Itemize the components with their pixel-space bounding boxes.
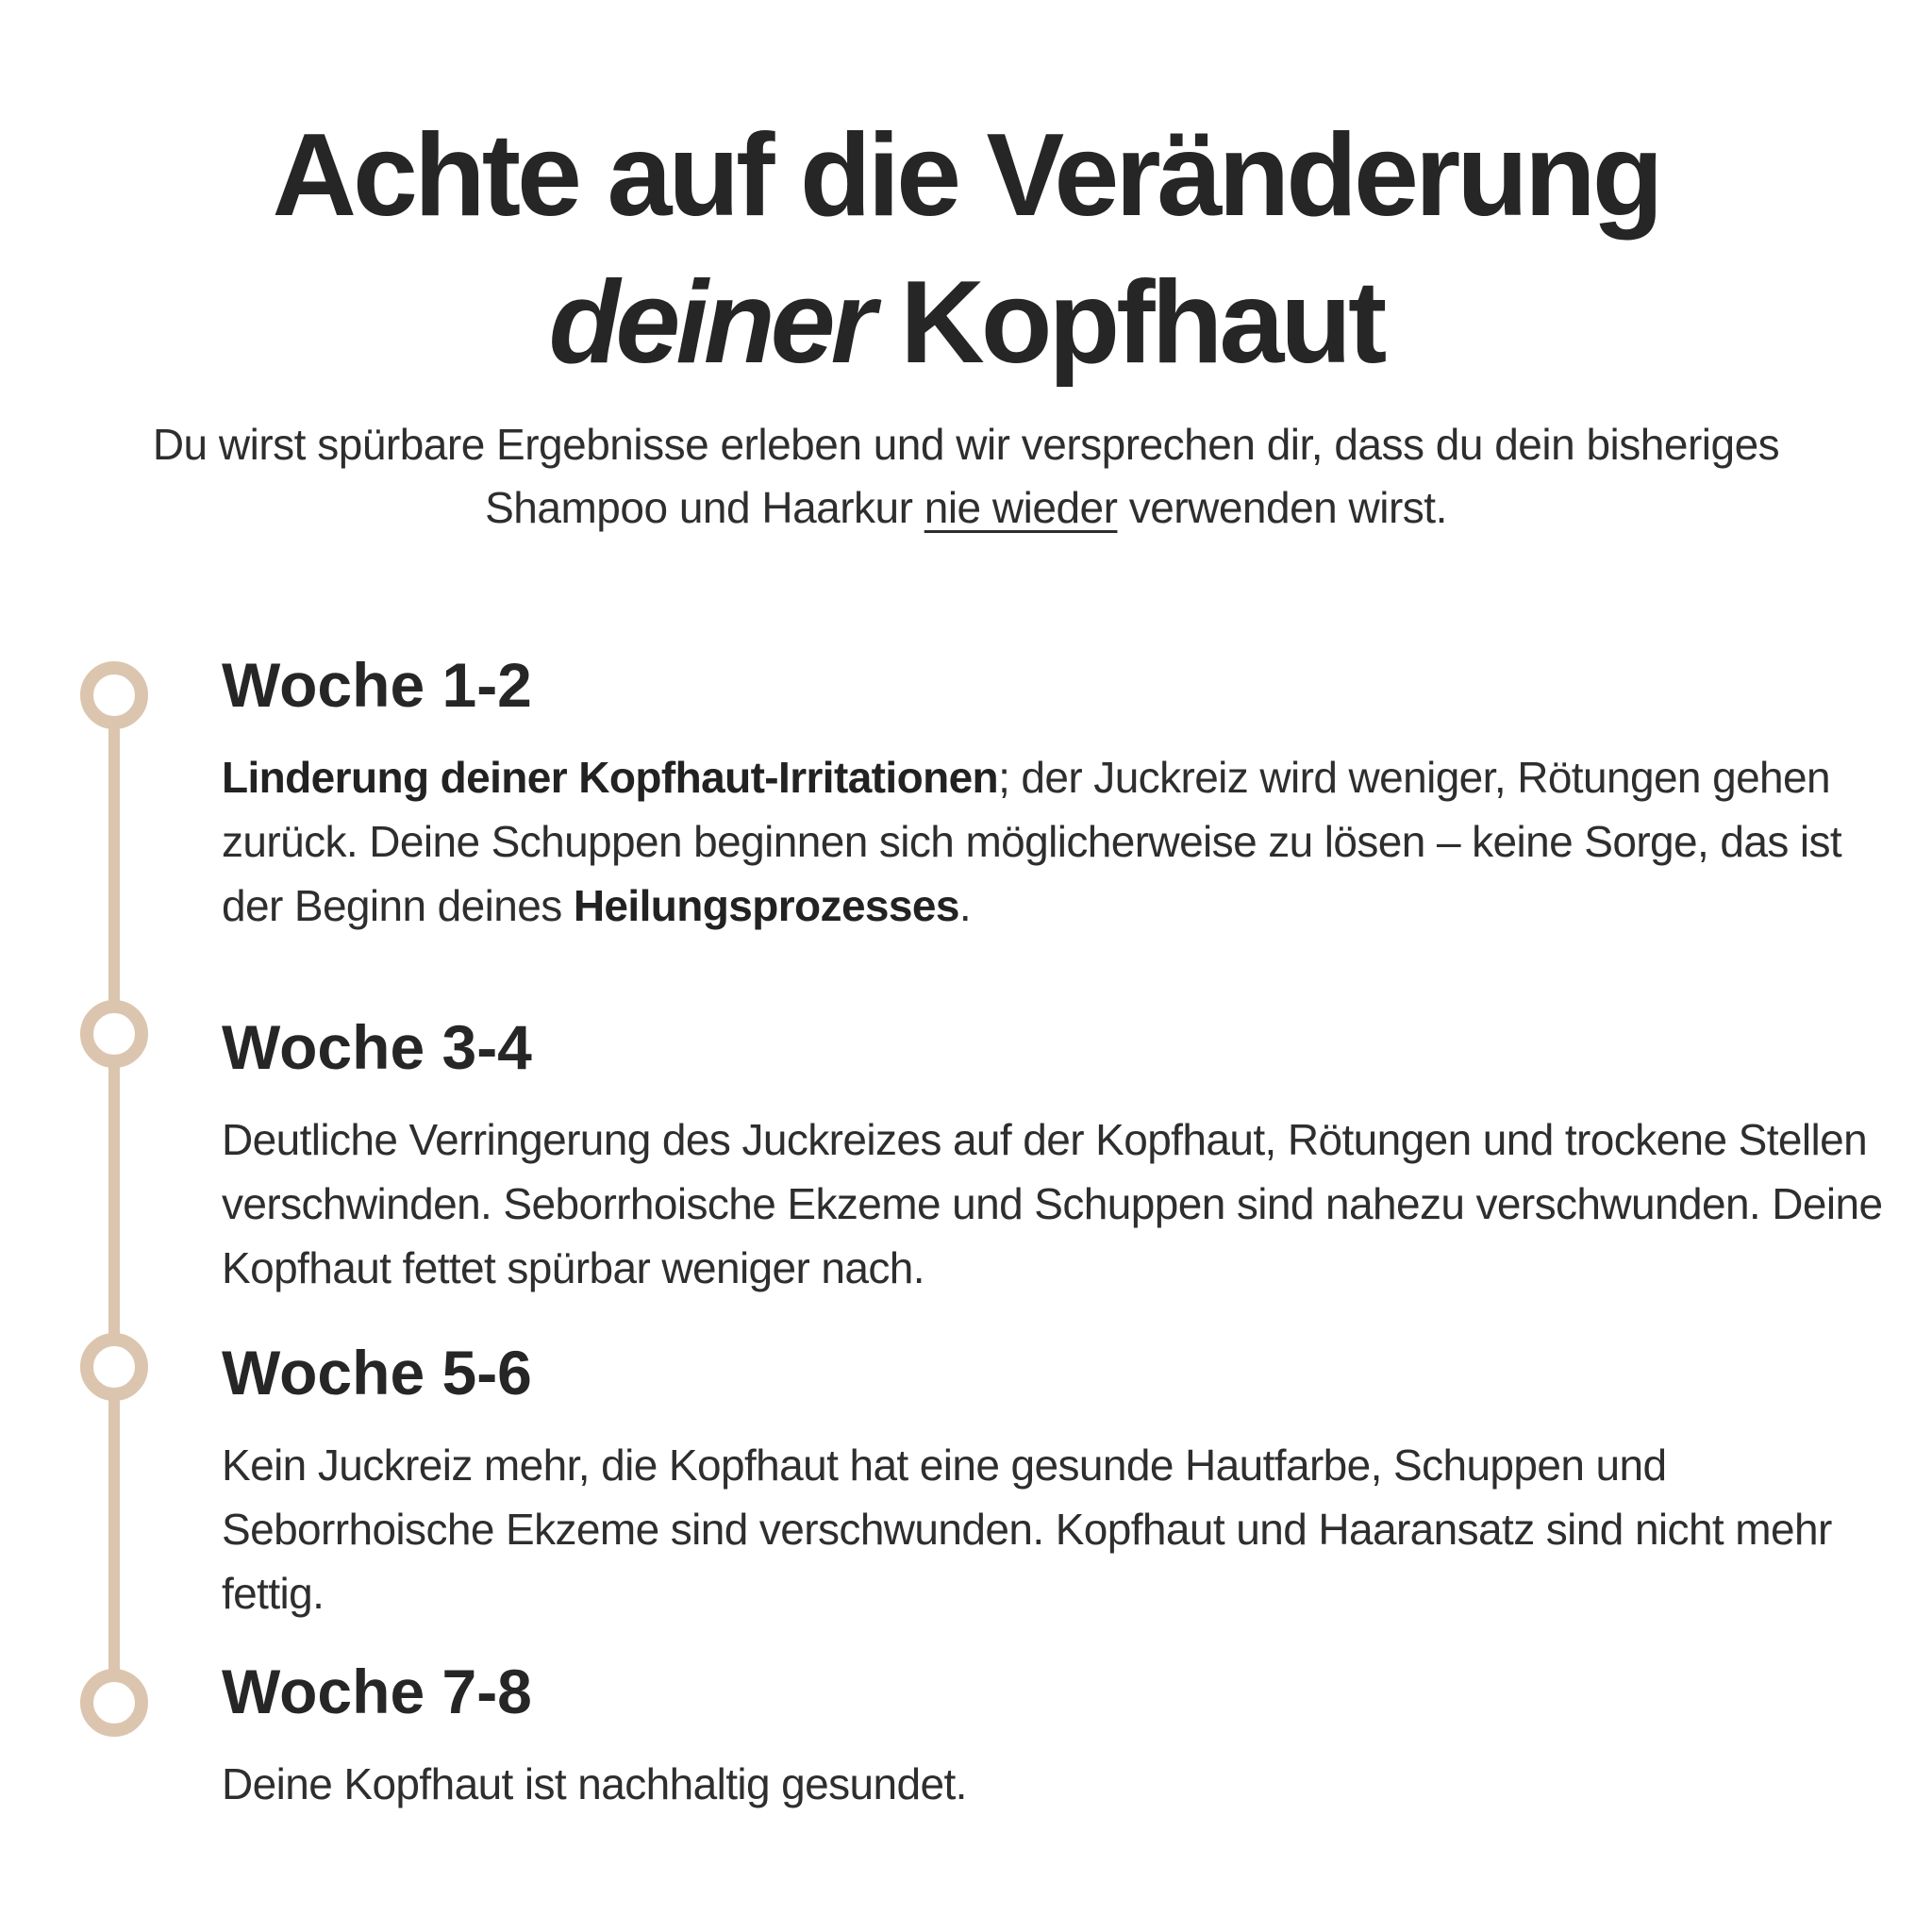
step-title: Woche 7-8	[222, 1657, 532, 1726]
step-highlight: Heilungsprozesses	[573, 881, 959, 930]
subtitle-text-before: Du wirst spürbare Ergebnisse erleben und wir versprechen dir, dass du dein bisheriges Shampoo und Haarkur	[152, 420, 1780, 532]
step-title: Woche 3-4	[222, 1012, 532, 1082]
step-highlight: Linderung deiner Kopfhaut-Irritationen	[222, 753, 999, 802]
step-title: Woche 5-6	[222, 1338, 532, 1407]
step-title: Woche 1-2	[222, 650, 532, 720]
step-text: ; der Juckreiz wird weniger, Rötungen gehen zurück. Deine Schuppen beginnen sich möglicherweise zu lösen – keine Sorge, das ist der Beginn deines	[222, 753, 1842, 930]
timeline-step-1	[222, 647, 1910, 938]
step-description: Kein Juckreiz mehr, die Kopfhaut hat eine gesunde Hautfarbe, Schuppen und Seborrhoische Ekzeme sind verschwunden. Kopfhaut und Haaransatz sind nicht mehr fettig.	[222, 1441, 1832, 1618]
timeline-dot-4	[80, 1669, 148, 1737]
page-subtitle	[94, 413, 1838, 540]
timeline-step-3	[222, 1335, 1910, 1625]
step-description: Deutliche Verringerung des Juckreizes auf der Kopfhaut, Rötungen und trockene Stellen verschwinden. Seborrhoische Ekzeme und Schuppen sind nahezu verschwunden. Deine Kopfhaut fettet spürbar weniger nach.	[222, 1115, 1883, 1292]
timeline-step-4	[222, 1654, 1910, 1816]
page-title-emphasis: deiner	[548, 258, 872, 388]
page-title-line-2-rest: Kopfhaut	[871, 258, 1384, 388]
page-title	[0, 102, 1932, 396]
page-title-line-2	[0, 249, 1932, 396]
subtitle-underlined-text: nie wieder	[924, 483, 1118, 532]
page-title-line-1: Achte auf die Veränderung	[272, 110, 1660, 241]
timeline-line	[108, 687, 120, 1683]
step-text-end: .	[958, 881, 972, 930]
step-description: Deine Kopfhaut ist nachhaltig gesundet.	[222, 1759, 967, 1808]
timeline-step-2	[222, 1009, 1910, 1300]
timeline-dot-3	[80, 1333, 148, 1401]
timeline-dot-1	[80, 661, 148, 729]
subtitle-text-after: verwenden wirst.	[1117, 483, 1447, 532]
timeline-dot-2	[80, 1000, 148, 1068]
step-description	[222, 745, 1910, 938]
